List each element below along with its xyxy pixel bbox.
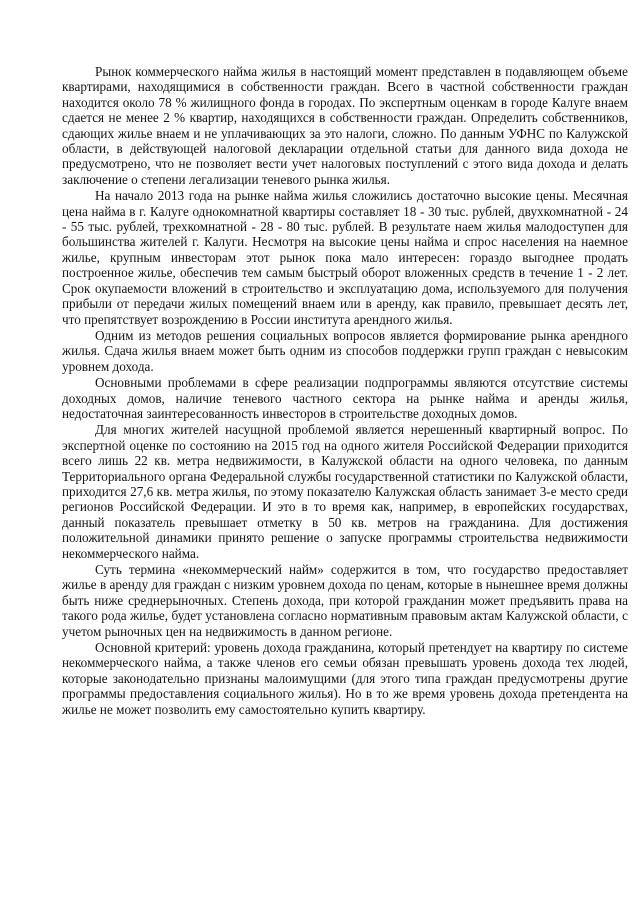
paragraph-5: Для многих жителей насущной проблемой является нерешенный квартирный вопрос. По экспертной оценке по состоянию на 2015 год на одного жителя Российской Федерации приходится всего лишь 22 кв. метра недвижимости, в Калужской области на одного человека, по данным Территориального органа Федеральной службы государственной статистики по Калужской области, приходится 27,6 кв. метра жилья, по этому показателю Калужская область занимает 3-е место среди регионов Российской Федерации. И это в то время как, например, в европейских государствах, данный показатель превышает отметку в 50 кв. метров на гражданина. Для достижения положительной динамики принято решение о запуске программы строительства недвижимости некоммерческого найма.	[62, 422, 628, 561]
paragraph-1: Рынок коммерческого найма жилья в настоящий момент представлен в подавляющем объеме квартирами, находящимися в собственности граждан. Всего в частной собственности граждан находится около 78 % жилищного фонда в городах. По экспертным оценкам в городе Калуге внаем сдается не менее 2 % квартир, находящихся в собственности граждан. Определить собственников, сдающих жилье внаем и не уплачивающих за это налоги, сложно. По данным УФНС по Калужской области, в действующей налоговой декларации отдельной статьи для данного вида дохода не предусмотрено, что не позволяет вести учет налоговых поступлений с этого вида дохода и делать заключение о степени легализации теневого рынка жилья.	[62, 64, 628, 187]
paragraph-4: Основными проблемами в сфере реализации подпрограммы являются отсутствие системы доходных домов, наличие теневого частного сектора на рынке найма и аренды жилья, недостаточная заинтересованность инвесторов в строительстве доходных домов.	[62, 375, 628, 421]
paragraph-7: Основной критерий: уровень дохода гражданина, который претендует на квартиру по системе некоммерческого найма, а также членов его семьи обязан превышать уровень дохода тех людей, которые законодательно признаны малоимущими (для этого типа граждан предусмотрены другие программы предоставления социального жилья). Но в то же время уровень дохода претендента на жилье не может позволить ему самостоятельно купить квартиру.	[62, 640, 628, 717]
paragraph-2: На начало 2013 года на рынке найма жилья сложились достаточно высокие цены. Месячная цена найма в г. Калуге однокомнатной квартиры составляет 18 - 30 тыс. рублей, двухкомнатной - 24 - 55 тыс. рублей, трехкомнатной - 28 - 80 тыс. рублей. В результате наем жилья малодоступен для большинства жителей г. Калуги. Несмотря на высокие цены найма и спрос населения на наемное жилье, крупным инвесторам этот рынок пока мало интересен: гораздо выгоднее продать построенное жилье, обеспечив тем самым быстрый оборот вложенных средств в течение 1 - 2 лет. Срок окупаемости вложений в строительство и эксплуатацию дома, используемого для получения прибыли от передачи жилых помещений внаем или в аренду, как правило, превышает десять лет, что препятствует возрождению в России института арендного жилья.	[62, 188, 628, 327]
paragraph-3: Одним из методов решения социальных вопросов является формирование рынка арендного жилья. Сдача жилья внаем может быть одним из способов поддержки групп граждан с невысоким уровнем дохода.	[62, 327, 628, 374]
document-body	[62, 64, 628, 718]
paragraph-6: Суть термина «некоммерческий найм» содержится в том, что государство предоставляет жилье в аренду для граждан с низким уровнем дохода по ценам, которые в нынешнее время должны быть ниже среднерыночных. Степень дохода, при которой гражданин может предъявить права на такого рода жилье, будет установлена согласно нормативным правовым актам Калужской области, с учетом рыночных цен на недвижимость в данном регионе.	[62, 562, 628, 639]
